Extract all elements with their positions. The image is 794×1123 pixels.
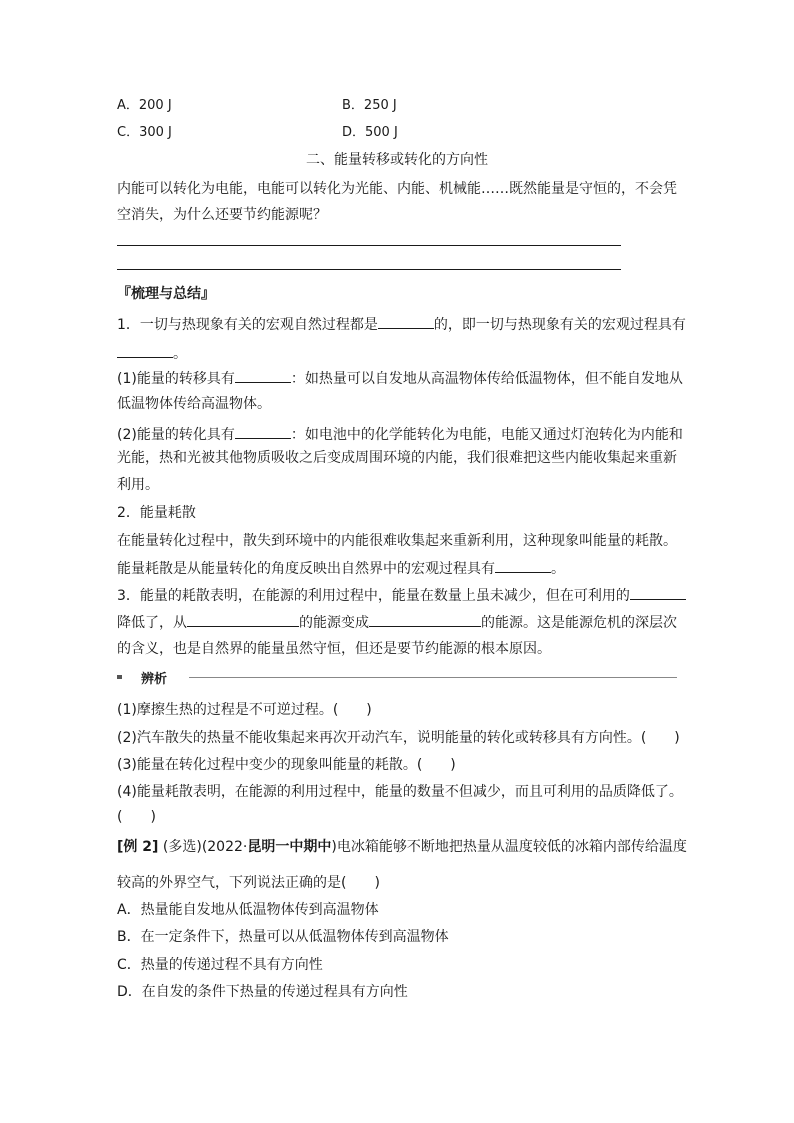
square-bullet-icon — [117, 675, 122, 679]
summary-p1-2: (2)能量的转化具有 ：如电池中的化学能转化为电能，电能又通过灯泡转化为内能和 — [117, 424, 683, 444]
summary-p1-2-end: 利用。 — [117, 477, 159, 493]
summary-p1-2-cont: 光能，热和光被其他物质吸收之后变成周围环境的内能，我们很难把这些内能收集起来重新 — [117, 450, 677, 466]
answer-line-1 — [117, 245, 621, 246]
option-b: B．250 J — [342, 98, 397, 113]
example-2-stem: [例 2] (多选)(2022·昆明一中期中)电冰箱能够不断地把热量从温度较低的冰箱内部传给温度 — [117, 839, 687, 855]
fill-blank — [495, 558, 551, 573]
analysis-item: (4)能量耗散表明，在能源的利用过程中，能量的数量不但减少，而且可利用的品质降低了。 — [117, 784, 683, 800]
example-2-option-a: A．热量能自发地从低温物体传到高温物体 — [117, 902, 379, 918]
summary-p2-line2: 能量耗散是从能量转化的角度反映出自然界中的宏观过程具有 。 — [117, 558, 565, 578]
answer-line-2 — [117, 269, 621, 270]
fill-blank — [117, 343, 173, 358]
question-line-2: 空消失，为什么还要节约能源呢？ — [117, 207, 327, 223]
analysis-label: 辨析 — [141, 672, 168, 687]
summary-p2-line1: 在能量转化过程中，散失到环境中的内能很难收集起来重新利用，这种现象叫能量的耗散。 — [117, 533, 677, 549]
summary-p3-end: 的含义，也是自然界的能量虽然守恒，但还是要节约能源的根本原因。 — [117, 641, 551, 657]
example-2-option-b: B．在一定条件下，热量可以从低温物体传到高温物体 — [117, 929, 449, 945]
example-2-option-c: C．热量的传递过程不具有方向性 — [117, 957, 323, 973]
analysis-header — [117, 668, 677, 686]
summary-p2-title: 2．能量耗散 — [117, 505, 196, 521]
divider — [189, 677, 677, 678]
fill-blank — [235, 368, 291, 383]
question-line-1: 内能可以转化为电能，电能可以转化为光能、内能、机械能……既然能量是守恒的，不会凭 — [117, 181, 677, 197]
fill-blank — [378, 314, 434, 329]
fill-blank — [187, 612, 299, 627]
fill-blank — [235, 424, 291, 439]
example-tag: [例 2] — [117, 839, 159, 855]
summary-p1: 1．一切与热现象有关的宏观自然过程都是 的，即一切与热现象有关的宏观过程具有 — [117, 314, 686, 334]
summary-p1-cont: 。 — [117, 343, 187, 363]
summary-p1-1: (1)能量的转移具有 ：如热量可以自发地从高温物体传给低温物体，但不能自发地从 — [117, 368, 683, 388]
analysis-item: (1)摩擦生热的过程是不可逆过程。( ) — [117, 702, 372, 718]
analysis-item: (3)能量在转化过程中变少的现象叫能量的耗散。( ) — [117, 757, 456, 773]
analysis-item: (2)汽车散失的热量不能收集起来再次开动汽车，说明能量的转化或转移具有方向性。( ) — [117, 730, 680, 746]
summary-heading: 『梳理与总结』 — [117, 286, 215, 302]
section-title: 二、能量转移或转化的方向性 — [306, 152, 488, 168]
analysis-item: ( ) — [117, 809, 156, 825]
option-d: D．500 J — [342, 125, 398, 140]
summary-p3-cont: 降低了，从 的能源变成 的能源。这是能源危机的深层次 — [117, 612, 677, 632]
fill-blank — [369, 612, 481, 627]
example-2-stem-cont: 较高的外界空气，下列说法正确的是( ) — [117, 875, 380, 891]
summary-p3: 3．能量的耗散表明，在能源的利用过程中，能量在数量上虽未减少，但在可利用的 — [117, 585, 686, 605]
option-c: C．300 J — [117, 125, 172, 140]
summary-p1-1-cont: 低温物体传给高温物体。 — [117, 396, 271, 412]
example-2-option-d: D．在自发的条件下热量的传递过程具有方向性 — [117, 984, 408, 1000]
option-a: A．200 J — [117, 98, 172, 113]
fill-blank — [630, 585, 686, 600]
